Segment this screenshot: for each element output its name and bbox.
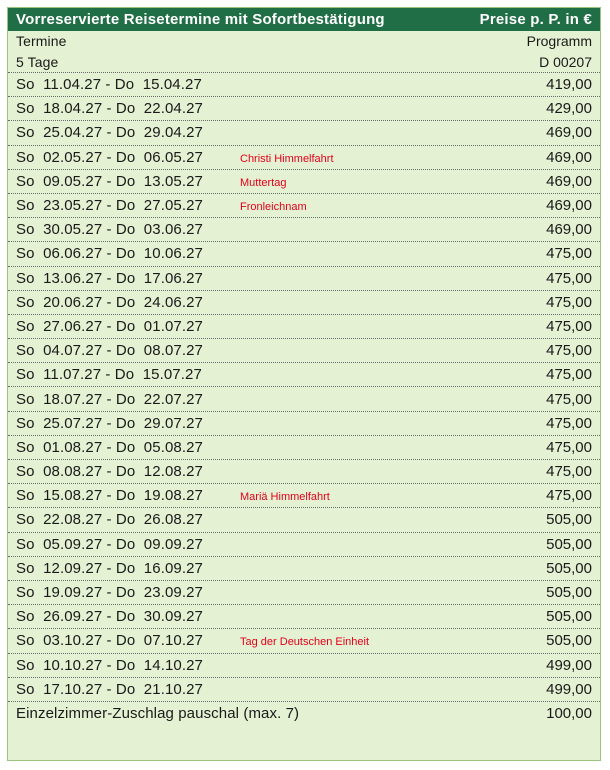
table-row: [8, 678, 600, 702]
table-row: [8, 436, 600, 460]
holiday-note: Fronleichnam: [240, 201, 307, 214]
table-row: [8, 533, 600, 557]
price-unit-note: Preise p. P. in €: [479, 11, 592, 28]
travel-dates: So 08.08.27 - Do 12.08.27: [16, 463, 203, 481]
travel-dates: So 19.09.27 - Do 23.09.27: [16, 584, 203, 602]
table-row: [8, 73, 600, 97]
holiday-note: [240, 83, 512, 86]
travel-dates: So 01.08.27 - Do 05.08.27: [16, 438, 203, 456]
table-row: [8, 170, 600, 194]
price-value: 429,00: [546, 100, 592, 118]
travel-dates: So 22.08.27 - Do 26.08.27: [16, 511, 203, 529]
price-value: 469,00: [546, 172, 592, 190]
holiday-note: [240, 591, 512, 594]
travel-dates: So 04.07.27 - Do 08.07.27: [16, 342, 203, 360]
travel-dates: So 18.04.27 - Do 22.04.27: [16, 100, 203, 118]
price-value: 469,00: [546, 148, 592, 166]
travel-dates: So 13.06.27 - Do 17.06.27: [16, 269, 203, 287]
holiday-note: [240, 131, 512, 134]
travel-dates: So 05.09.27 - Do 09.09.27: [16, 535, 203, 553]
program-code: D 00207: [539, 53, 592, 70]
holiday-note: Tag der Deutschen Einheit: [240, 636, 370, 649]
price-value: 475,00: [546, 245, 592, 263]
program-column-label: Programm: [526, 33, 592, 49]
table-row: [8, 218, 600, 242]
travel-dates: So 03.10.27 - Do 07.10.27: [16, 632, 203, 650]
holiday-note: Muttertag: [240, 176, 287, 189]
dates-column-label: Termine: [16, 33, 67, 49]
holiday-note: [240, 228, 512, 231]
table-header-bar: [8, 8, 600, 31]
travel-dates: So 17.10.27 - Do 21.10.27: [16, 680, 203, 698]
price-value: 475,00: [546, 269, 592, 287]
surcharge-label: Einzelzimmer-Zuschlag pauschal (max. 7): [16, 705, 300, 723]
table-row: [8, 557, 600, 581]
holiday-note: [240, 422, 512, 425]
price-value: 505,00: [546, 584, 592, 602]
price-value: 469,00: [546, 124, 592, 142]
table-row: [8, 363, 600, 387]
holiday-note: [240, 688, 512, 691]
table-row: [8, 581, 600, 605]
holiday-note: [240, 664, 512, 667]
table-row: [8, 629, 600, 653]
column-header-row: [8, 31, 600, 51]
holiday-note: [240, 325, 512, 328]
holiday-note: Christi Himmelfahrt: [240, 152, 334, 165]
table-row: [8, 460, 600, 484]
table-row: [8, 484, 600, 508]
holiday-note: [240, 446, 512, 449]
travel-dates: So 15.08.27 - Do 19.08.27: [16, 487, 203, 505]
price-value: 475,00: [546, 414, 592, 432]
table-row: [8, 387, 600, 411]
travel-dates: So 27.06.27 - Do 01.07.27: [16, 317, 203, 335]
price-value: 475,00: [546, 487, 592, 505]
price-value: 475,00: [546, 463, 592, 481]
holiday-note: [240, 301, 512, 304]
travel-dates: So 30.05.27 - Do 03.06.27: [16, 221, 203, 239]
duration-row: [8, 51, 600, 73]
travel-dates: So 25.07.27 - Do 29.07.27: [16, 414, 203, 432]
price-value: 505,00: [546, 535, 592, 553]
price-value: 419,00: [546, 76, 592, 94]
travel-dates: So 12.09.27 - Do 16.09.27: [16, 559, 203, 577]
table-row: [8, 121, 600, 145]
price-value: 505,00: [546, 632, 592, 650]
holiday-note: [240, 349, 512, 352]
holiday-note: [240, 398, 512, 401]
price-value: 469,00: [546, 197, 592, 215]
price-value: 469,00: [546, 221, 592, 239]
price-value: 505,00: [546, 608, 592, 626]
holiday-note: [240, 277, 512, 280]
table-row: [8, 97, 600, 121]
holiday-note: [240, 518, 512, 521]
price-value: 475,00: [546, 438, 592, 456]
price-value: 475,00: [546, 366, 592, 384]
travel-dates: So 11.04.27 - Do 15.04.27: [16, 76, 202, 94]
table-row: [8, 291, 600, 315]
holiday-note: [240, 543, 512, 546]
holiday-note: [240, 373, 512, 376]
date-rows: [8, 73, 600, 702]
column-spacer: [240, 40, 512, 43]
table-row: [8, 194, 600, 218]
travel-dates: So 20.06.27 - Do 24.06.27: [16, 293, 203, 311]
price-value: 475,00: [546, 293, 592, 311]
travel-dates: So 23.05.27 - Do 27.05.27: [16, 197, 203, 215]
travel-dates: So 26.09.27 - Do 30.09.27: [16, 608, 203, 626]
duration-label: 5 Tage: [16, 53, 59, 70]
price-value: 499,00: [546, 680, 592, 698]
holiday-note: [240, 107, 512, 110]
holiday-note: [240, 470, 512, 473]
holiday-note: [240, 615, 512, 618]
table-title: Vorreservierte Reisetermine mit Sofortbestätigung: [16, 11, 385, 28]
holiday-note: Mariä Himmelfahrt: [240, 491, 330, 504]
price-value: 505,00: [546, 559, 592, 577]
table-row: [8, 412, 600, 436]
travel-dates: So 06.06.27 - Do 10.06.27: [16, 245, 203, 263]
price-value: 475,00: [546, 317, 592, 335]
travel-dates: So 18.07.27 - Do 22.07.27: [16, 390, 203, 408]
table-row: [8, 315, 600, 339]
table-row: [8, 508, 600, 532]
travel-dates: So 09.05.27 - Do 13.05.27: [16, 172, 203, 190]
travel-dates: So 25.04.27 - Do 29.04.27: [16, 124, 203, 142]
surcharge-price: 100,00: [546, 705, 592, 723]
table-row: [8, 267, 600, 291]
price-value: 505,00: [546, 511, 592, 529]
price-value: 475,00: [546, 390, 592, 408]
price-table: [7, 7, 601, 761]
price-value: 499,00: [546, 656, 592, 674]
travel-dates: So 10.10.27 - Do 14.10.27: [16, 656, 203, 674]
price-value: 475,00: [546, 342, 592, 360]
table-row: [8, 146, 600, 170]
holiday-note: [240, 252, 512, 255]
single-room-surcharge-row: [8, 702, 600, 726]
table-row: [8, 339, 600, 363]
duration-spacer: [240, 60, 512, 63]
table-row: [8, 654, 600, 678]
holiday-note: [240, 567, 512, 570]
table-row: [8, 242, 600, 266]
travel-dates: So 02.05.27 - Do 06.05.27: [16, 148, 203, 166]
travel-dates: So 11.07.27 - Do 15.07.27: [16, 366, 202, 384]
table-row: [8, 605, 600, 629]
